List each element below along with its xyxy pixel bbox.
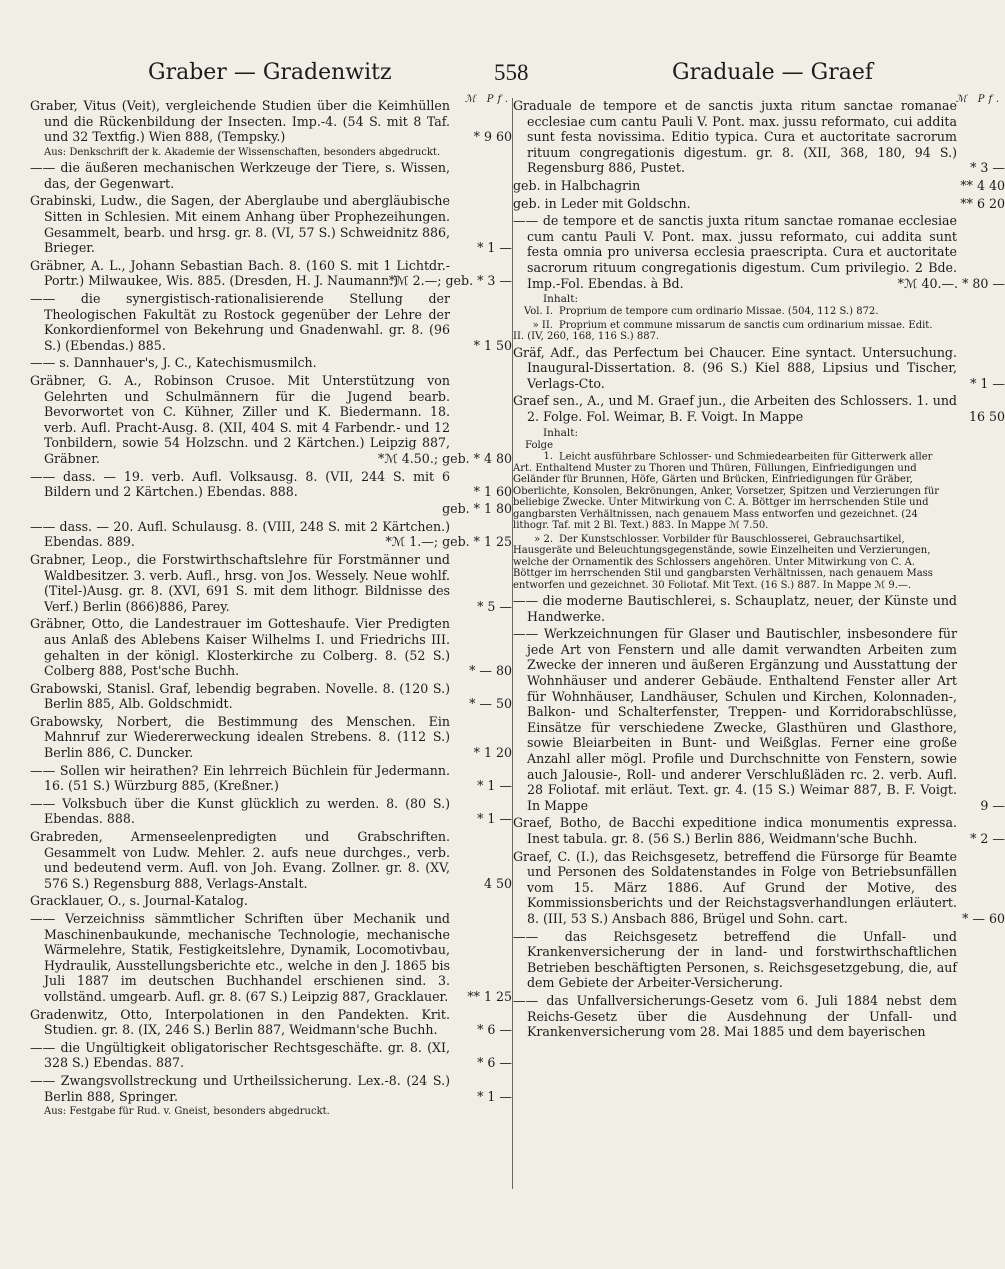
entry-text: Grabowski, Stanisl. Graf, lebendig begraben. Novelle. 8. (120 S.) Berlin 885, Alb. Goldschmidt. xyxy=(30,680,450,712)
entry-text: Grabreden, Armenseelenpredigten und Grabschriften. Gesammelt von Ludw. Mehler. 2. aufs neue durchges., verb. und bedeutend verm. Aufl. von Joh. Evang. Zollner. gr. 8. (XV, 576 S.) Regensburg 888, Verlags-Anstalt. xyxy=(30,829,450,891)
contents-item xyxy=(513,534,965,592)
entry-price: *ℳ 2.—; geb. * 3 — xyxy=(388,273,512,289)
entry-price: * 1 20 xyxy=(473,745,512,761)
catalog-entry xyxy=(513,815,1005,846)
catalog-entry xyxy=(30,355,512,371)
catalog-entry xyxy=(30,616,512,678)
catalog-entry xyxy=(30,1040,512,1071)
entry-price: * 3 — xyxy=(970,160,1005,176)
catalog-entry xyxy=(30,893,512,909)
catalog-entry xyxy=(30,796,512,827)
contents-heading: Inhalt: xyxy=(543,293,579,306)
entry-note: Aus: Denkschrift der k. Akademie der Wissenschaften, besonders abgedruckt. xyxy=(44,146,441,158)
entry-price: *ℳ 4.50.; geb. * 4 80 xyxy=(378,450,512,466)
entry-price: * 2 — xyxy=(970,831,1005,846)
catalog-entry xyxy=(513,393,1005,424)
contents-item-label: Folge 1. xyxy=(525,439,553,463)
entry-price: * — 80 xyxy=(469,663,512,679)
contents-item-label: » 2. xyxy=(534,533,553,545)
header-left-title: Graber — Gradenwitz xyxy=(148,60,392,85)
catalog-entry xyxy=(513,993,965,1040)
entry-text: —— Sollen wir heirathen? Ein lehrreich Büchlein für Jedermann. 16. (51 S.) Würzburg 885, (Kreßner.) xyxy=(30,762,450,794)
entry-price: * — 50 xyxy=(469,696,512,712)
catalog-entry xyxy=(513,195,1005,212)
entry-text: —— de tempore et de sanctis juxta ritum sanctae romanae ecclesiae cum cantu Pauli V. Pont. max. jussu reformato, cui addita sunt festa omnia pro universa ecclesia praescripta. Cura et auctoritate sacrorum rituum congregationis digestum. Cum privilegio. 2 Bde. Imp.-Fol. Ebendas. à Bd. xyxy=(513,213,957,291)
catalog-entry xyxy=(30,502,512,517)
contents-item-text: Proprium de tempore cum ordinario Missae. (504, 112 S.) 872. xyxy=(559,306,879,318)
entry-price: ** 6 20 xyxy=(960,195,1005,211)
page-number: 558 xyxy=(494,60,529,85)
contents-item xyxy=(513,320,965,343)
contents-item-label: » II. xyxy=(532,319,553,331)
entry-text: Gräbner, Otto, die Landestrauer im Gotteshaufe. Vier Predigten aus Anlaß des Ablebens Kaiser Wilhelms I. und Friedrichs III. gehalten in der königl. Klosterkirche zu Colberg. 8. (52 S.) Colberg 888, Post'sche Buchh. xyxy=(30,616,450,679)
entry-price: * 9 60 xyxy=(473,129,512,145)
entry-price: * 6 — xyxy=(477,1022,512,1038)
contents-item-text: Leicht ausführbare Schlosser- und Schmiedearbeiten für Gitterwerk aller Art. Enthaltend Muster zu Thoren und Thüren, Füllungen, Einfriedigungen und Geländer für Brunnen, Höfe, Gärten und Brücken, Einfriedigungen für Gräber, Oberlichte, Konsolen, Bekrönungen, Anker, Vorsetzer, Spitzen und Verzierungen für beliebige Zwecke. Unter Mitwirkung von C. A. Böttger im herrschenden Stile und gangbarsten Verhältnissen, nach genauem Mass entworfen und gezeichnet. (24 lithogr. Taf. mit 2 Bl. Text.) 883. In Mappe ℳ 7.50. xyxy=(513,451,940,532)
entry-text: Grabner, Leop., die Forstwirthschaftslehre für Forstmänner und Waldbesitzer. 3. verb. Aufl., hrsg. von Jos. Wessely. Neue wohlf. (Titel-)Ausg. gr. 8. (XVI, 691 S. mit dem lithogr. Bildnisse des Verf.) Berlin (866)886, Parey. xyxy=(30,551,450,614)
entry-text: geb. in Leder mit Goldschn. xyxy=(513,195,691,211)
entry-price: * — 60 xyxy=(962,910,1005,926)
entry-price: 9 — xyxy=(980,797,1005,813)
entry-text: geb. in Halbchagrin xyxy=(513,177,641,193)
catalog-entry xyxy=(30,829,512,891)
entry-price: * 1 — xyxy=(970,375,1005,391)
entry-text xyxy=(30,502,450,517)
entry-text: Graef, Botho, de Bacchi expeditione indica monumentis expressa. Inest tabula. gr. 8. (56 S.) Berlin 886, Weidmann'sche Buchh. xyxy=(513,815,957,846)
catalog-entry xyxy=(30,98,512,145)
entry-text: Grabinski, Ludw., die Sagen, der Aberglaube und abergläubische Sitten in Schlesien. Mit einem Anhang über Prophezeihungen. Gesammelt, bearb. und hrsg. gr. 8. (VI, 57 S.) Schweidnitz 886, Brieger. xyxy=(30,193,450,256)
catalog-entry xyxy=(30,193,512,255)
entry-price: * 5 — xyxy=(477,598,512,614)
entry-price: 4 50 xyxy=(483,875,512,891)
entry-text: —— dass. — 19. verb. Aufl. Volksausg. 8. (VII, 244 S. mit 6 Bildern und 2 Kärtchen.) Ebendas. 888. xyxy=(30,468,450,500)
entry-text: Gräbner, G. A., Robinson Crusoe. Mit Unterstützung von Gelehrten und Schulmännern für die Jugend bearb. Bevorwortet von C. Kühner, Ziller und K. Biedermann. 18. verb. Aufl. Pracht-Ausg. 8. (XII, 404 S. mit 4 Farbendr.- und 12 Tonbildern, sowie 54 Holzschn. und 2 Kärtchen.) Leipzig 887, Gräbner. xyxy=(30,373,450,466)
right-column xyxy=(512,94,1005,1189)
entry-price: * 1 — xyxy=(477,240,512,256)
entry-text: —— die synergistisch-rationalisierende Stellung der Theologischen Fakultät zu Rostock gegenüber der Lehre der Konkordienformel von Bekehrung und Gnadenwahl. gr. 8. (96 S.) (Ebendas.) 885. xyxy=(30,291,450,353)
contents-heading: Inhalt: xyxy=(543,426,579,439)
catalog-entry xyxy=(30,160,512,191)
catalog-entry xyxy=(513,593,965,624)
entry-text: Graber, Vitus (Veit), vergleichende Studien über die Keimhüllen und die Rückenbildung der Insecten. Imp.-4. (54 S. mit 8 Taf. und 32 Textfig.) Wien 888, (Tempsky.) xyxy=(30,98,450,145)
entry-text: —— die äußeren mechanischen Werkzeuge der Tiere, s. Wissen, das, der Gegenwart. xyxy=(30,160,450,191)
entry-price: * 6 — xyxy=(477,1055,512,1071)
entry-text: —— Werkzeichnungen für Glaser und Bautischler, insbesondere für jede Art von Fenstern und alle damit verwandten Arbeiten zum Zwecke der inneren und äußeren Ergänzung und Ausstattung der Wohnhäuser und anderer Gebäude. Enthaltend Fenster aller Art für Wohnhäuser, Landhäuser, Schulen und Kirchen, Kolonnaden-, Balkon- und Schalterfenster, Treppen- und Korridorabschlüsse, Einsätze für verschiedene Zwecke, Glasthüren und Glasthore, sowie Bleiarbeiten in Bunt- und Weißglas. Ferner eine große Anzahl aller mögl. Profile und Durchschnitte von Fenstern, sowie auch Jalousie-, Roll- und anderer Verschlußläden rc. 2. verb. Aufl. 28 Foliotaf. mit erläut. Text. gr. 4. (15 S.) Weimar 887, B. F. Voigt. In Mappe xyxy=(513,626,957,813)
catalog-entry xyxy=(30,552,512,614)
catalog-entry xyxy=(30,714,512,761)
entry-text: —— Zwangsvollstreckung und Urtheilssicherung. Lex.-8. (24 S.) Berlin 888, Springer. xyxy=(30,1072,450,1104)
entry-text: Graduale de tempore et de sanctis juxta ritum sanctae romanae ecclesiae cum cantu Pauli V. Pont. max. jussu reformato, cui addita sunt festa novissima. Editio typica. Cura et auctoritate sacrorum rituum congregationis digestum. gr. 8. (XII, 368, 180, 94 S.) Regensburg 886, Pustet. xyxy=(513,98,957,176)
entry-price: *ℳ 40.—. * 80 — xyxy=(897,275,1005,291)
header-right-title: Graduale — Graef xyxy=(672,60,873,85)
catalog-entry xyxy=(513,177,1005,194)
entry-note: Aus: Festgabe für Rud. v. Gneist, besonders abgedruckt. xyxy=(44,1106,330,1118)
catalog-entry xyxy=(30,519,512,550)
contents-item-text: Proprium et commune missarum de sanctis cum ordinarium missae. Edit. II. (IV, 260, 168, 116 S.) 887. xyxy=(513,319,933,343)
entry-price: * 1 50 xyxy=(473,337,512,353)
catalog-entry xyxy=(513,344,1005,392)
entry-text: Gradenwitz, Otto, Interpolationen in den Pandekten. Krit. Studien. gr. 8. (IX, 246 S.) Berlin 887, Weidmann'sche Buchh. xyxy=(30,1006,450,1038)
currency-unit-header: ℳ Pf. xyxy=(955,94,1003,105)
page-header xyxy=(30,60,970,94)
catalog-entry xyxy=(513,213,1005,291)
catalog-entry xyxy=(513,848,1005,927)
contents-item xyxy=(513,306,965,318)
entry-price: * 1 60 xyxy=(473,484,512,500)
currency-unit-header: ℳ Pf. xyxy=(464,94,512,105)
catalog-entry xyxy=(30,763,512,794)
entry-text: —— das Unfallversicherungs-Gesetz vom 6. Juli 1884 nebst dem Reichs-Gesetz über die Ausdehnung der Unfall- und Krankenversicherung vom 28. Mai 1885 und dem bayerischen xyxy=(513,992,957,1040)
catalog-entry xyxy=(30,291,512,353)
entry-price: * 1 — xyxy=(477,778,512,794)
entry-text: —— Verzeichniss sämmtlicher Schriften über Mechanik und Maschinenbaukunde, mechanische Technologie, mechanische Wärmelehre, Statik, Festigkeitslehre, Dynamik, Locomotivbau, Hydraulik, Ausstellungsberichte etc., welche in den J. 1865 bis Juli 1887 im deutschen Buchhandel erschienen sind. 3. vollständ. umgearb. Aufl. gr. 8. (67 S.) Leipzig 887, Gracklauer. xyxy=(30,911,450,1004)
contents-item-label: Vol. I. xyxy=(523,306,553,318)
catalog-entry xyxy=(30,469,512,500)
entry-text: —— die moderne Bautischlerei, s. Schauplatz, neuer, der Künste und Handwerke. xyxy=(513,593,957,624)
entry-text: —— s. Dannhauer's, J. C., Katechismusmilch. xyxy=(30,355,317,371)
entry-text: Graef, C. (I.), das Reichsgesetz, betreffend die Fürsorge für Beamte und Personen des Soldatenstandes in Folge von Betriebsunfällen vom 15. März 1886. Auf Grund der Motive, des Kommissionsberichts und der Reichstagsverhandlungen erläutert. 8. (III, 53 S.) Ansbach 886, Brügel und Sohn. cart. xyxy=(513,848,957,926)
left-column xyxy=(30,94,512,1189)
entry-price: 16 50 xyxy=(968,409,1005,424)
entry-text: Gräbner, A. L., Johann Sebastian Bach. 8. (160 S. mit 1 Lichtdr.-Portr.) Milwaukee, Wis. 885. (Dresden, H. J. Naumann.) xyxy=(30,257,450,289)
entry-text: Gräf, Adf., das Perfectum bei Chaucer. Eine syntact. Untersuchung. Inaugural-Dissertation. 8. (96 S.) Kiel 888, Lipsius und Tischer, Verlags-Cto. xyxy=(513,344,957,391)
entry-price: * 1 — xyxy=(477,811,512,827)
entry-text: Gracklauer, O., s. Journal-Katalog. xyxy=(30,893,248,909)
catalog-entry xyxy=(30,681,512,712)
entry-price: ** 1 25 xyxy=(467,988,512,1004)
entry-price: geb. * 1 80 xyxy=(442,501,512,517)
contents-item xyxy=(513,440,965,532)
entry-text: —— die Ungültigkeit obligatorischer Rechtsgeschäfte. gr. 8. (XI, 328 S.) Ebendas. 887. xyxy=(30,1039,450,1071)
entry-text: Graef sen., A., und M. Graef jun., die Arbeiten des Schlossers. 1. und 2. Folge. Fol. Weimar, B. F. Voigt. In Mappe xyxy=(513,393,957,424)
catalog-entry xyxy=(30,911,512,1005)
entry-price: *ℳ 1.—; geb. * 1 25 xyxy=(385,534,512,550)
entry-text: —— dass. — 20. Aufl. Schulausg. 8. (VIII, 248 S. mit 2 Kärtchen.) Ebendas. 889. xyxy=(30,518,450,550)
entry-price: * 1 — xyxy=(477,1088,512,1104)
contents-item-text: Der Kunstschlosser. Vorbilder für Bauschlosserei, Gebrauchsartikel, Hausgeräte und Beleuchtungsgegenstände, sowie Einzelheiten und Verzierungen, welche der Ornamentik des Schlossers angehören. Unter Mitwirkung von C. A. Böttger im herrschenden Stil und gangbarsten Verhältnissen, nach genauem Mass entworfen und gezeichnet. 30 Foliotaf. Mit Text. (16 S.) 887. In Mappe ℳ 9.—. xyxy=(513,533,933,591)
catalog-entry xyxy=(513,929,965,991)
catalog-entry xyxy=(30,1007,512,1038)
entry-text: —— das Reichsgesetz betreffend die Unfall- und Krankenversicherung der in land- und forstwirthschaftlichen Betrieben beschäftigten Personen, s. Reichsgesetzgebung, die, auf dem Gebiete der Arbeiter-Versicherung. xyxy=(513,928,957,991)
entry-text: Grabowsky, Norbert, die Bestimmung des Menschen. Ein Mahnruf zur Wiedererweckung idealen Strebens. 8. (112 S.) Berlin 886, C. Duncker. xyxy=(30,713,450,761)
catalog-entry xyxy=(30,373,512,467)
catalog-entry xyxy=(513,626,1005,813)
catalog-entry xyxy=(30,1073,512,1104)
catalog-entry xyxy=(30,258,512,289)
entry-price: ** 4 40 xyxy=(960,177,1005,193)
entry-text: —— Volksbuch über die Kunst glücklich zu werden. 8. (80 S.) Ebendas. 888. xyxy=(30,795,450,827)
